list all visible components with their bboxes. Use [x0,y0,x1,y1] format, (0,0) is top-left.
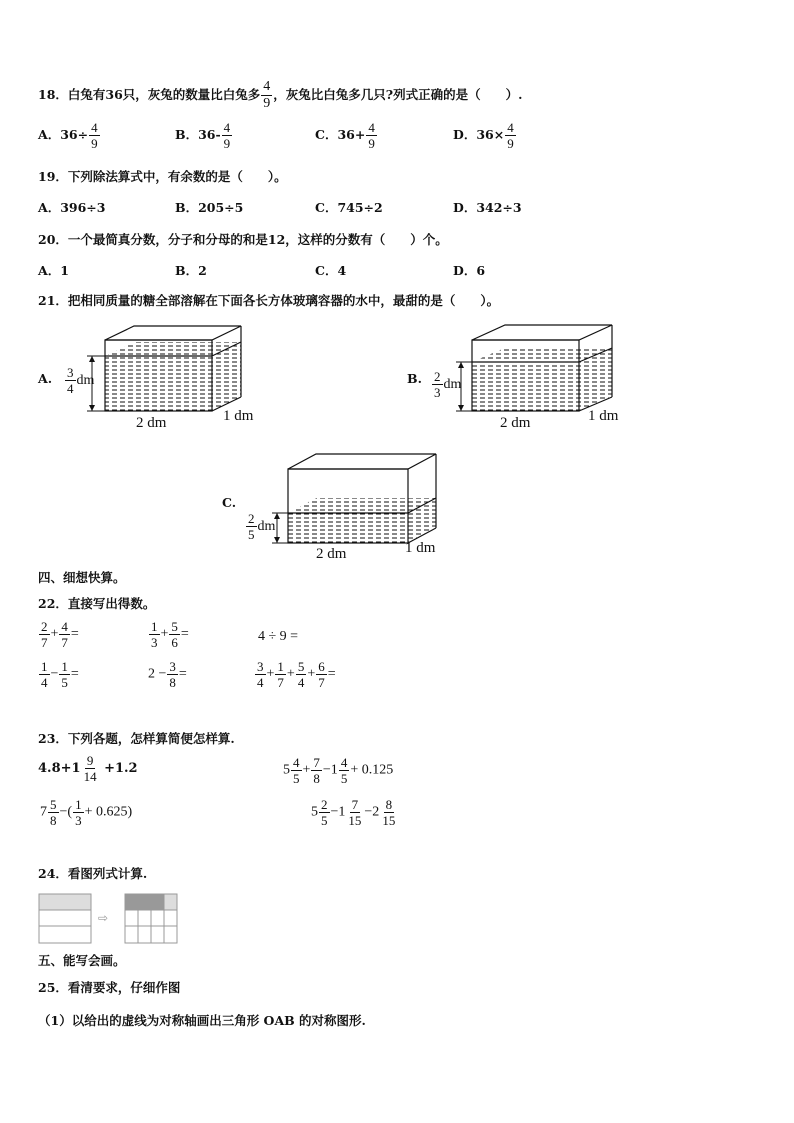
question-23: 23．下列各题，怎样算简便怎样算. [38,731,235,746]
q23-expr-4[interactable]: 5 $\frac{2}{5}$ −1 $\frac{7}{15}$ −2 $\frac{8}{15}$ [311,797,396,828]
container-b-length: 2 dm [500,415,531,431]
q18-fraction: $\frac{4}{9}$ [263,79,271,111]
q23-expr-1[interactable]: 4.8+1 $\frac{9}{14}$ +1.2 [38,753,138,784]
container-b-height: $\frac{2}{3}$ dm [434,369,462,400]
container-a-length: 2 dm [136,415,167,431]
q22-expr-6[interactable]: $\frac{3}{4}$ + $\frac{1}{7}$ + $\frac{5}{4}$ + $\frac{6}{7}$ = [257,659,336,690]
question-22: 22．直接写出得数。 [38,596,156,611]
q25-sub-1: （1）以给出的虚线为对称轴画出三角形 OAB 的对称图形. [38,1013,366,1028]
q19-option-d[interactable]: D．342÷3 [453,200,522,215]
question-20: 20．一个最简真分数，分子和分母的和是12，这样的分数有（ ）个。 [38,232,448,247]
q18-suffix: ，灰兔比白兔多几只?列式正确的是（ ）. [273,87,523,102]
q18-option-b[interactable]: B．36- $\frac{4}{9}$ [175,120,231,151]
q20-option-a[interactable]: A．1 [38,263,69,278]
q22-expr-3[interactable]: 4 ÷ 9 = [258,629,299,644]
container-c-label[interactable]: C. [222,495,237,510]
q18-prefix: 18．白兔有36只，灰兔的数量比白兔多 [38,87,261,102]
container-c-height: $\frac{2}{5}$ dm [248,511,276,542]
q22-expr-1[interactable]: $\frac{2}{7}$ + $\frac{4}{7}$ = [41,619,79,650]
section-5-heading: 五、能写会画。 [38,953,126,968]
q18-option-a[interactable]: A．36÷ $\frac{4}{9}$ [38,120,98,151]
container-a-label[interactable]: A. [38,371,53,386]
section-4-heading: 四、细想快算。 [38,570,126,585]
q24-arrow-icon: ⇨ [98,911,109,925]
q19-option-c[interactable]: C．745÷2 [315,200,383,215]
question-19: 19．下列除法算式中，有余数的是（ ）。 [38,169,287,184]
q18-option-d[interactable]: D．36× $\frac{4}{9}$ [453,120,514,151]
q18-option-c[interactable]: C．36+ $\frac{4}{9}$ [315,120,375,151]
q20-option-c[interactable]: C．4 [315,263,347,278]
q24-fraction-figure [38,893,183,945]
question-21: 21．把相同质量的糖全部溶解在下面各长方体玻璃容器的水中，最甜的是（ ）。 [38,293,500,308]
question-24: 24．看图列式计算. [38,866,148,881]
q20-option-b[interactable]: B．2 [175,263,207,278]
container-a [87,326,241,411]
container-c [272,454,436,543]
container-b [456,325,612,411]
q19-option-b[interactable]: B．205÷5 [175,200,244,215]
q22-expr-4[interactable]: $\frac{1}{4}$ − $\frac{1}{5}$ = [41,659,79,690]
q20-option-d[interactable]: D．6 [453,263,486,278]
container-a-width: 1 dm [223,408,254,424]
q24-left-rectangle [39,894,91,943]
question-25: 25．看清要求，仔细作图 [38,980,181,995]
q22-expr-5[interactable]: 2 − $\frac{3}{8}$ = [148,659,187,690]
q24-right-rectangle [125,894,177,943]
q22-expr-2[interactable]: $\frac{1}{3}$ + $\frac{5}{6}$ = [151,619,189,650]
container-a-height: $\frac{3}{4}$ dm [67,365,95,396]
container-b-label[interactable]: B. [407,371,422,386]
q23-expr-3[interactable]: 7 $\frac{5}{8}$ −( $\frac{1}{3}$ + 0.625) [40,797,133,828]
container-c-width: 1 dm [405,540,436,556]
container-b-width: 1 dm [588,408,619,424]
q23-expr-2[interactable]: 5 $\frac{4}{5}$ + $\frac{7}{8}$ −1 $\frac{4}{5}$ + 0.125 [283,755,394,786]
q19-option-a[interactable]: A．396÷3 [38,200,106,215]
container-c-length: 2 dm [316,546,347,562]
